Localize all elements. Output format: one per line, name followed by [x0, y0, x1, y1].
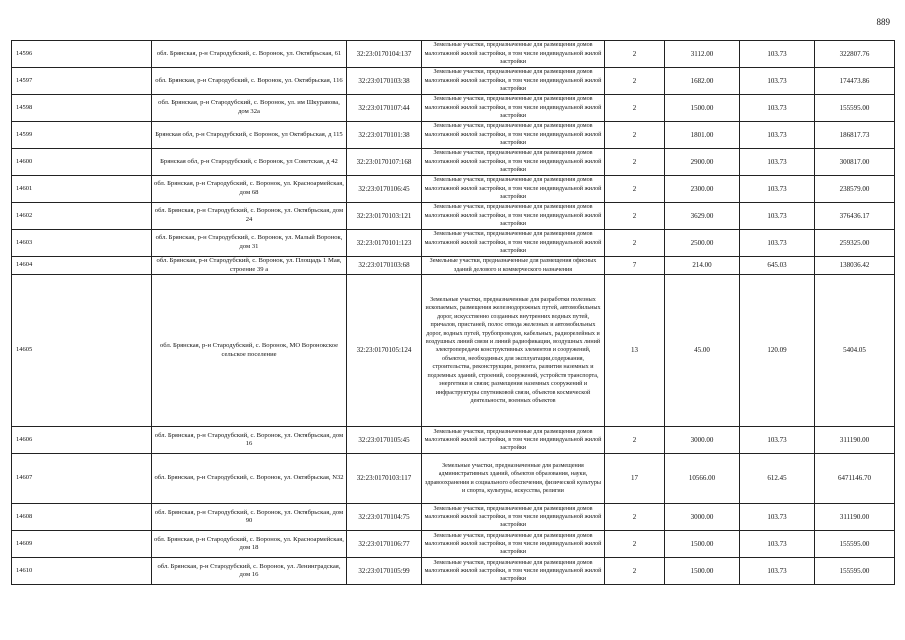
row-number-cell: 14608: [12, 504, 152, 531]
cadastral-value-cell: 238579.00: [815, 176, 895, 203]
cadastral-value-cell: 311190.00: [815, 427, 895, 454]
row-number-cell: 14605: [12, 275, 152, 427]
cadastral-number-cell: 32:23:0170101:123: [347, 230, 422, 257]
address-cell: обл. Брянская, р-н Стародубский, с. Воронок, ул. Площадь 1 Мая, строение 39 а: [152, 257, 347, 275]
cadastral-number-cell: 32:23:0170103:38: [347, 68, 422, 95]
area-cell: 1801.00: [665, 122, 740, 149]
use-code-cell: 2: [605, 176, 665, 203]
table-row: [12, 257, 895, 275]
address-cell: обл. Брянская, р-н Стародубский, с. Воронок, ул. Октябрьская, дом 16: [152, 427, 347, 454]
area-cell: 214.00: [665, 257, 740, 275]
rate-cell: 103.73: [740, 68, 815, 95]
land-use-cell: Земельные участки, предназначенные для размещения домов малоэтажной жилой застройки, в том числе индивидуальной жилой застройки: [422, 558, 605, 585]
address-cell: обл. Брянская, р-н Стародубский, с. Воронок, ул. Октябрьская, 61: [152, 41, 347, 68]
area-cell: 2300.00: [665, 176, 740, 203]
land-use-cell: Земельные участки, предназначенные для размещения домов малоэтажной жилой застройки, в том числе индивидуальной жилой застройки: [422, 230, 605, 257]
address-cell: обл. Брянская, р-н Стародубский, с. Воронок, ул. Красноармейская, дом 68: [152, 176, 347, 203]
cadastral-number-cell: 32:23:0170103:68: [347, 257, 422, 275]
cadastral-number-cell: 32:23:0170107:44: [347, 95, 422, 122]
rate-cell: 103.73: [740, 41, 815, 68]
rate-cell: 103.73: [740, 203, 815, 230]
use-code-cell: 2: [605, 504, 665, 531]
rate-cell: 612.45: [740, 454, 815, 504]
land-registry-table: [11, 40, 895, 585]
address-cell: обл. Брянская, р-н Стародубский, с. Воронок, ул. Малый Воронок, дом 31: [152, 230, 347, 257]
table-row: [12, 41, 895, 68]
row-number-cell: 14610: [12, 558, 152, 585]
area-cell: 3112.00: [665, 41, 740, 68]
rate-cell: 103.73: [740, 531, 815, 558]
rate-cell: 103.73: [740, 149, 815, 176]
land-use-cell: Земельные участки, предназначенные для размещения домов малоэтажной жилой застройки, в том числе индивидуальной жилой застройки: [422, 531, 605, 558]
cadastral-number-cell: 32:23:0170101:38: [347, 122, 422, 149]
use-code-cell: 2: [605, 558, 665, 585]
table-row: [12, 275, 895, 427]
rate-cell: 103.73: [740, 427, 815, 454]
address-cell: Брянская обл, р-н Стародубский, с Воронок, ул Советская, д 42: [152, 149, 347, 176]
area-cell: 1500.00: [665, 95, 740, 122]
cadastral-number-cell: 32:23:0170104:137: [347, 41, 422, 68]
land-use-cell: Земельные участки, предназначенные для размещения домов малоэтажной жилой застройки, в том числе индивидуальной жилой застройки: [422, 176, 605, 203]
row-number-cell: 14597: [12, 68, 152, 95]
table-row: [12, 95, 895, 122]
row-number-cell: 14596: [12, 41, 152, 68]
table-row: [12, 558, 895, 585]
land-use-cell: Земельные участки, предназначенные для размещения домов малоэтажной жилой застройки, в том числе индивидуальной жилой застройки: [422, 122, 605, 149]
cadastral-value-cell: 259325.00: [815, 230, 895, 257]
address-cell: обл. Брянская, р-н Стародубский, с. Воронок, ул. им Шкуравова, дом 32а: [152, 95, 347, 122]
use-code-cell: 2: [605, 427, 665, 454]
address-cell: обл. Брянская, р-н Стародубский, с. Воронок, ул. Красноармейская, дом 18: [152, 531, 347, 558]
row-number-cell: 14599: [12, 122, 152, 149]
cadastral-value-cell: 322807.76: [815, 41, 895, 68]
table-row: [12, 176, 895, 203]
use-code-cell: 2: [605, 122, 665, 149]
address-cell: обл. Брянская, р-н Стародубский, с. Воронок, ул. Октябрьская, N32: [152, 454, 347, 504]
land-use-cell: Земельные участки, предназначенные для разработки полезных ископаемых, размещения железнодорожных путей, автомобильных дорог, искусственно созданных внутренних водных путей, причалов, пристаней, полос отвода железных и автомобильных дорог, водных путей, трубопроводов, кабельных, радиорелейных и воздушных линий связи и линий радиофикации, воздушных линий электропередачи конструктивных элементов и сооружений, объектов, необходимых для эксплуатации,содержания, строительства, реконструкции, ремонта, развития наземных и подземных зданий, строений, сооружений, устройств транспорта, энергетики и связи; размещения наземных сооружений и инфраструктуры спутниковой связи, объектов космической деятельности, военных объектов: [422, 275, 605, 427]
table-row: [12, 68, 895, 95]
rate-cell: 103.73: [740, 122, 815, 149]
row-number-cell: 14602: [12, 203, 152, 230]
land-use-cell: Земельные участки, предназначенные для размещения домов малоэтажной жилой застройки, в том числе индивидуальной жилой застройки: [422, 95, 605, 122]
cadastral-number-cell: 32:23:0170103:117: [347, 454, 422, 504]
table-row: [12, 504, 895, 531]
cadastral-number-cell: 32:23:0170103:121: [347, 203, 422, 230]
address-cell: Брянская обл, р-н Стародубский, с Воронок, ул Октябрьская, д 115: [152, 122, 347, 149]
land-use-cell: Земельные участки, предназначенные для размещения домов малоэтажной жилой застройки, в том числе индивидуальной жилой застройки: [422, 504, 605, 531]
address-cell: обл. Брянская, р-н Стародубский, с. Воронок, ул. Октябрьская, дом 24: [152, 203, 347, 230]
table-body: [12, 41, 895, 585]
rate-cell: 103.73: [740, 558, 815, 585]
cadastral-value-cell: 186817.73: [815, 122, 895, 149]
row-number-cell: 14603: [12, 230, 152, 257]
table-row: [12, 122, 895, 149]
land-use-cell: Земельные участки, предназначенные для размещения домов малоэтажной жилой застройки, в том числе индивидуальной жилой застройки: [422, 149, 605, 176]
cadastral-number-cell: 32:23:0170105:45: [347, 427, 422, 454]
land-use-cell: Земельные участки, предназначенные для размещения домов малоэтажной жилой застройки, в том числе индивидуальной жилой застройки: [422, 68, 605, 95]
row-number-cell: 14598: [12, 95, 152, 122]
cadastral-number-cell: 32:23:0170104:75: [347, 504, 422, 531]
use-code-cell: 2: [605, 68, 665, 95]
use-code-cell: 2: [605, 203, 665, 230]
use-code-cell: 2: [605, 531, 665, 558]
rate-cell: 103.73: [740, 176, 815, 203]
row-number-cell: 14607: [12, 454, 152, 504]
address-cell: обл. Брянская, р-н Стародубский, с. Воронок, ул. Ленинградская, дом 16: [152, 558, 347, 585]
cadastral-value-cell: 155595.00: [815, 558, 895, 585]
land-use-cell: Земельные участки, предназначенные для размещения домов малоэтажной жилой застройки, в том числе индивидуальной жилой застройки: [422, 203, 605, 230]
address-cell: обл. Брянская, р-н Стародубский, с. Воронок, ул. Октябрьская, 116: [152, 68, 347, 95]
rate-cell: 120.09: [740, 275, 815, 427]
cadastral-value-cell: 174473.86: [815, 68, 895, 95]
rate-cell: 103.73: [740, 230, 815, 257]
table-row: [12, 230, 895, 257]
page-number: 889: [876, 17, 890, 27]
address-cell: обл. Брянская, р-н Стародубский, с. Воронок, МО Воронокское сельское поселение: [152, 275, 347, 427]
table-row: [12, 427, 895, 454]
area-cell: 10566.00: [665, 454, 740, 504]
cadastral-value-cell: 376436.17: [815, 203, 895, 230]
land-use-cell: Земельные участки, предназначенные для размещения административных зданий, объектов образования, науки, здравоохранения и социального обеспечения, физической культуры и спорта, культуры, искусства, религии: [422, 454, 605, 504]
rate-cell: 103.73: [740, 504, 815, 531]
cadastral-value-cell: 6471146.70: [815, 454, 895, 504]
row-number-cell: 14606: [12, 427, 152, 454]
rate-cell: 103.73: [740, 95, 815, 122]
row-number-cell: 14604: [12, 257, 152, 275]
table-row: [12, 531, 895, 558]
use-code-cell: 2: [605, 41, 665, 68]
cadastral-value-cell: 311190.00: [815, 504, 895, 531]
area-cell: 1500.00: [665, 558, 740, 585]
row-number-cell: 14601: [12, 176, 152, 203]
use-code-cell: 2: [605, 149, 665, 176]
land-use-cell: Земельные участки, предназначенные для размещения офисных зданий делового и коммерческого назначения: [422, 257, 605, 275]
land-use-cell: Земельные участки, предназначенные для размещения домов малоэтажной жилой застройки, в том числе индивидуальной жилой застройки: [422, 41, 605, 68]
cadastral-value-cell: 138036.42: [815, 257, 895, 275]
area-cell: 3000.00: [665, 427, 740, 454]
cadastral-number-cell: 32:23:0170107:168: [347, 149, 422, 176]
use-code-cell: 17: [605, 454, 665, 504]
cadastral-value-cell: 300817.00: [815, 149, 895, 176]
area-cell: 2900.00: [665, 149, 740, 176]
cadastral-number-cell: 32:23:0170105:124: [347, 275, 422, 427]
use-code-cell: 7: [605, 257, 665, 275]
use-code-cell: 13: [605, 275, 665, 427]
cadastral-value-cell: 155595.00: [815, 95, 895, 122]
area-cell: 45.00: [665, 275, 740, 427]
use-code-cell: 2: [605, 95, 665, 122]
area-cell: 1500.00: [665, 531, 740, 558]
row-number-cell: 14609: [12, 531, 152, 558]
land-use-cell: Земельные участки, предназначенные для размещения домов малоэтажной жилой застройки, в том числе индивидуальной жилой застройки: [422, 427, 605, 454]
cadastral-number-cell: 32:23:0170106:77: [347, 531, 422, 558]
rate-cell: 645.03: [740, 257, 815, 275]
area-cell: 3629.00: [665, 203, 740, 230]
use-code-cell: 2: [605, 230, 665, 257]
cadastral-number-cell: 32:23:0170106:45: [347, 176, 422, 203]
table-row: [12, 203, 895, 230]
table-row: [12, 454, 895, 504]
cadastral-value-cell: 5404.05: [815, 275, 895, 427]
area-cell: 2500.00: [665, 230, 740, 257]
row-number-cell: 14600: [12, 149, 152, 176]
cadastral-value-cell: 155595.00: [815, 531, 895, 558]
address-cell: обл. Брянская, р-н Стародубский, с. Воронок, ул. Октябрьская, дом 90: [152, 504, 347, 531]
table-row: [12, 149, 895, 176]
cadastral-number-cell: 32:23:0170105:99: [347, 558, 422, 585]
area-cell: 3000.00: [665, 504, 740, 531]
area-cell: 1682.00: [665, 68, 740, 95]
